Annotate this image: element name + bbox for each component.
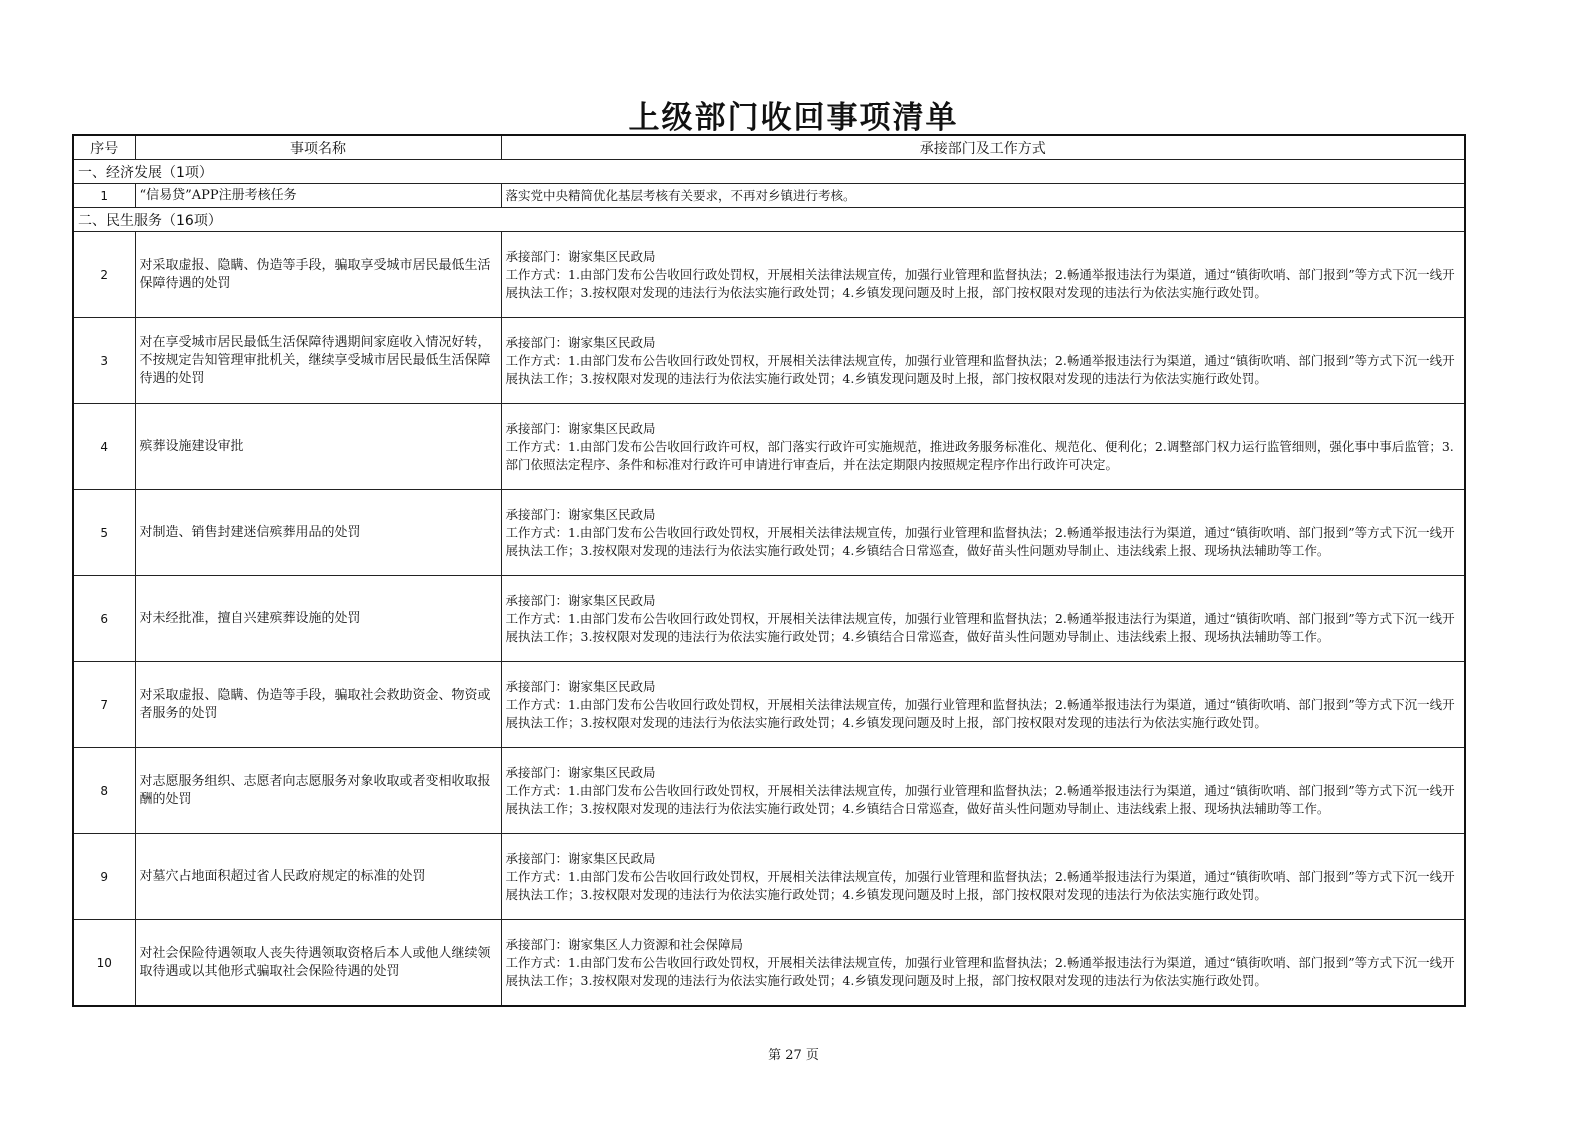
row-dept: 承接部门：谢家集区民政局 [505, 850, 656, 866]
row-method: 工作方式：1.由部门发布公告收回行政处罚权，开展相关法律法规宣传，加强行业管理和监督执法；2.畅通举报违法行为渠道，通过“镇街吹哨、部门报到”等方式下沉一线开展执法工作；3.按权限对发现的违法行为依法实施行政处罚；4.乡镇结合日常巡查，做好苗头性问题劝导制止、违法线索上报、现场执法辅助等工作。 [505, 524, 1455, 558]
header-sn: 序号 [73, 135, 135, 160]
table-row [73, 834, 1465, 920]
row-name: 对墓穴占地面积超过省人民政府规定的标准的处罚 [135, 834, 501, 920]
table-row [73, 184, 1465, 208]
row-way [501, 662, 1465, 748]
table-row [73, 404, 1465, 490]
row-dept: 承接部门：谢家集区民政局 [505, 334, 656, 350]
row-sn: 1 [73, 184, 135, 208]
header-name: 事项名称 [135, 135, 501, 160]
row-dept: 承接部门：谢家集区民政局 [505, 248, 656, 264]
header-way: 承接部门及工作方式 [501, 135, 1465, 160]
row-dept: 承接部门：谢家集区民政局 [505, 420, 656, 436]
table-row [73, 490, 1465, 576]
row-way [501, 920, 1465, 1007]
row-dept: 承接部门：谢家集区民政局 [505, 764, 656, 780]
table-row [73, 748, 1465, 834]
row-sn: 8 [73, 748, 135, 834]
row-sn: 2 [73, 232, 135, 318]
row-way [501, 318, 1465, 404]
row-name: 对采取虚报、隐瞒、伪造等手段，骗取享受城市居民最低生活保障待遇的处罚 [135, 232, 501, 318]
row-sn: 7 [73, 662, 135, 748]
row-dept: 承接部门：谢家集区民政局 [505, 592, 656, 608]
row-way [501, 232, 1465, 318]
row-sn: 3 [73, 318, 135, 404]
table-row [73, 576, 1465, 662]
table-row [73, 662, 1465, 748]
table-row [73, 920, 1465, 1007]
row-name: 对制造、销售封建迷信殡葬用品的处罚 [135, 490, 501, 576]
row-method: 工作方式：1.由部门发布公告收回行政处罚权，开展相关法律法规宣传，加强行业管理和监督执法；2.畅通举报违法行为渠道，通过“镇街吹哨、部门报到”等方式下沉一线开展执法工作；3.按权限对发现的违法行为依法实施行政处罚；4.乡镇发现问题及时上报，部门按权限对发现的违法行为依法实施行政处罚。 [505, 954, 1455, 988]
section-economy: 一、经济发展（1项） [73, 160, 1465, 184]
row-sn: 9 [73, 834, 135, 920]
row-method: 工作方式：1.由部门发布公告收回行政处罚权，开展相关法律法规宣传，加强行业管理和监督执法；2.畅通举报违法行为渠道，通过“镇街吹哨、部门报到”等方式下沉一线开展执法工作；3.按权限对发现的违法行为依法实施行政处罚；4.乡镇结合日常巡查，做好苗头性问题劝导制止、违法线索上报、现场执法辅助等工作。 [505, 782, 1455, 816]
row-method: 工作方式：1.由部门发布公告收回行政许可权，部门落实行政许可实施规范，推进政务服务标准化、规范化、便利化；2.调整部门权力运行监管细则，强化事中事后监管；3.部门依照法定程序、条件和标准对行政许可申请进行审查后，并在法定期限内按照规定程序作出行政许可决定。 [505, 438, 1454, 472]
row-name: 对未经批准，擅自兴建殡葬设施的处罚 [135, 576, 501, 662]
row-dept: 承接部门：谢家集区民政局 [505, 506, 656, 522]
row-name: 对在享受城市居民最低生活保障待遇期间家庭收入情况好转，不按规定告知管理审批机关，继续享受城市居民最低生活保障待遇的处罚 [135, 318, 501, 404]
section-row [73, 160, 1465, 184]
section-livelihood: 二、民生服务（16项） [73, 208, 1465, 232]
page-number: 第 27 页 [768, 1048, 819, 1063]
table-row [73, 232, 1465, 318]
row-sn: 10 [73, 920, 135, 1007]
row-way: 落实党中央精简优化基层考核有关要求，不再对乡镇进行考核。 [501, 184, 1465, 208]
row-method: 工作方式：1.由部门发布公告收回行政处罚权，开展相关法律法规宣传，加强行业管理和监督执法；2.畅通举报违法行为渠道，通过“镇街吹哨、部门报到”等方式下沉一线开展执法工作；3.按权限对发现的违法行为依法实施行政处罚；4.乡镇结合日常巡查，做好苗头性问题劝导制止、违法线索上报、现场执法辅助等工作。 [505, 610, 1455, 644]
row-way [501, 404, 1465, 490]
row-name: 殡葬设施建设审批 [135, 404, 501, 490]
row-name: 对志愿服务组织、志愿者向志愿服务对象收取或者变相收取报酬的处罚 [135, 748, 501, 834]
row-method: 工作方式：1.由部门发布公告收回行政处罚权，开展相关法律法规宣传，加强行业管理和监督执法；2.畅通举报违法行为渠道，通过“镇街吹哨、部门报到”等方式下沉一线开展执法工作；3.按权限对发现的违法行为依法实施行政处罚；4.乡镇发现问题及时上报，部门按权限对发现的违法行为依法实施行政处罚。 [505, 696, 1455, 730]
table-row [73, 318, 1465, 404]
row-sn: 5 [73, 490, 135, 576]
page-title: 上级部门收回事项清单 [628, 100, 959, 136]
row-name: 对采取虚报、隐瞒、伪造等手段，骗取社会救助资金、物资或者服务的处罚 [135, 662, 501, 748]
row-method: 工作方式：1.由部门发布公告收回行政处罚权，开展相关法律法规宣传，加强行业管理和监督执法；2.畅通举报违法行为渠道，通过“镇街吹哨、部门报到”等方式下沉一线开展执法工作；3.按权限对发现的违法行为依法实施行政处罚；4.乡镇发现问题及时上报，部门按权限对发现的违法行为依法实施行政处罚。 [505, 352, 1455, 386]
row-dept: 承接部门：谢家集区民政局 [505, 678, 656, 694]
row-way [501, 490, 1465, 576]
row-name: “信易贷”APP注册考核任务 [135, 184, 501, 208]
section-row [73, 208, 1465, 232]
row-way [501, 576, 1465, 662]
row-sn: 6 [73, 576, 135, 662]
row-method: 工作方式：1.由部门发布公告收回行政处罚权，开展相关法律法规宣传，加强行业管理和监督执法；2.畅通举报违法行为渠道，通过“镇街吹哨、部门报到”等方式下沉一线开展执法工作；3.按权限对发现的违法行为依法实施行政处罚；4.乡镇发现问题及时上报，部门按权限对发现的违法行为依法实施行政处罚。 [505, 868, 1455, 902]
table-header-row [73, 135, 1465, 160]
row-name: 对社会保险待遇领取人丧失待遇领取资格后本人或他人继续领取待遇或以其他形式骗取社会保险待遇的处罚 [135, 920, 501, 1007]
items-table [72, 134, 1466, 1007]
row-way [501, 834, 1465, 920]
row-sn: 4 [73, 404, 135, 490]
row-way [501, 748, 1465, 834]
row-method: 工作方式：1.由部门发布公告收回行政处罚权，开展相关法律法规宣传，加强行业管理和监督执法；2.畅通举报违法行为渠道，通过“镇街吹哨、部门报到”等方式下沉一线开展执法工作；3.按权限对发现的违法行为依法实施行政处罚；4.乡镇发现问题及时上报，部门按权限对发现的违法行为依法实施行政处罚。 [505, 266, 1455, 300]
row-dept: 承接部门：谢家集区人力资源和社会保障局 [505, 936, 744, 952]
